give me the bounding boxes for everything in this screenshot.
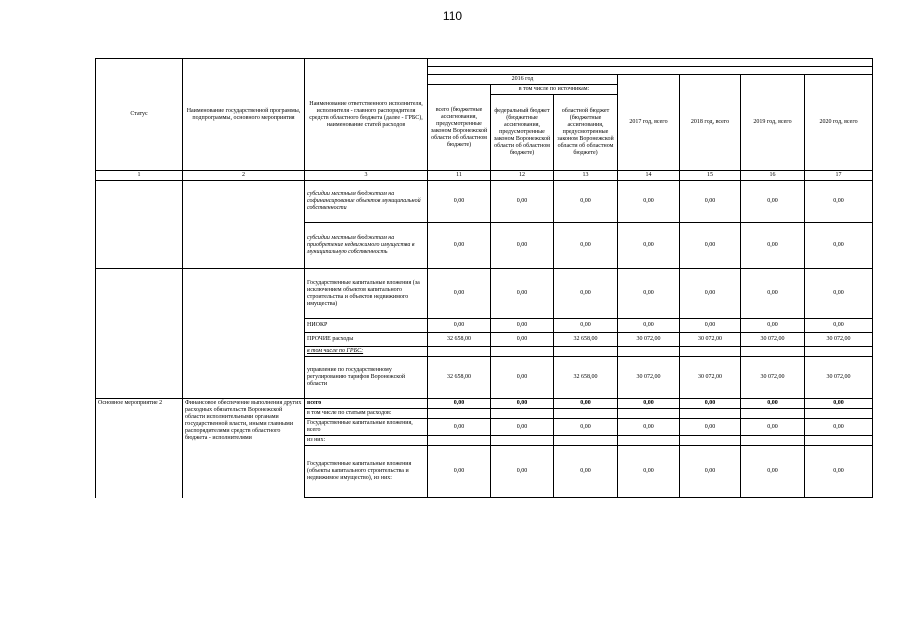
value-cell: 0,00 [491,181,554,223]
row-label: из них: [305,436,428,446]
value-cell: 0,00 [741,319,805,333]
row-label: Государственные капитальные вложения (объекты капитального строительства и недвижимое имущество), из них: [305,446,428,498]
empty-cell [491,347,554,357]
value-cell: 0,00 [805,223,873,269]
value-cell: 30 072,00 [741,333,805,347]
value-cell: 0,00 [491,446,554,498]
column-number: 14 [618,171,680,181]
value-cell: 0,00 [428,399,491,409]
header-executor-name: Наименование ответственного исполнителя, исполнителя - главного распорядителя средств областного бюджета (далее - ГРБС), наименование статей расходов [305,59,428,171]
row-label: ПРОЧИЕ расходы [305,333,428,347]
value-cell: 0,00 [805,446,873,498]
value-cell: 0,00 [680,446,741,498]
value-cell: 32 658,00 [428,357,491,399]
empty-cell [618,409,680,419]
value-cell: 30 072,00 [618,333,680,347]
empty-cell [491,436,554,446]
value-cell: 30 072,00 [805,333,873,347]
value-cell: 0,00 [428,269,491,319]
table-row [96,399,873,409]
value-cell: 0,00 [554,399,618,409]
empty-cell [618,347,680,357]
program-cell [183,269,305,399]
row-label: в том числе по ГРБС: [305,347,428,357]
value-cell: 0,00 [491,399,554,409]
table-row [96,181,873,223]
table-row [96,269,873,319]
value-cell: 0,00 [680,223,741,269]
empty-cell [741,436,805,446]
value-cell: 30 072,00 [618,357,680,399]
value-cell: 0,00 [618,399,680,409]
value-cell: 0,00 [428,319,491,333]
value-cell: 0,00 [741,399,805,409]
value-cell: 0,00 [618,446,680,498]
program-cell [183,181,305,269]
value-cell: 30 072,00 [680,357,741,399]
page-number: 110 [442,9,463,23]
header-top-row [96,59,873,67]
value-cell: 0,00 [680,269,741,319]
header-2020: 2020 год, всего [805,75,873,171]
value-cell: 0,00 [680,399,741,409]
header-blank-strip-2 [428,67,873,75]
empty-cell [805,436,873,446]
value-cell: 0,00 [741,446,805,498]
value-cell: 0,00 [805,269,873,319]
value-cell: 0,00 [805,419,873,436]
value-cell: 30 072,00 [805,357,873,399]
status-cell [96,269,183,399]
row-label: в том числе по статьям расходов: [305,409,428,419]
column-numbers-row [96,171,873,181]
header-2019: 2019 год, всего [741,75,805,171]
value-cell: 0,00 [491,319,554,333]
value-cell: 0,00 [618,269,680,319]
value-cell: 0,00 [618,181,680,223]
empty-cell [680,347,741,357]
value-cell: 0,00 [554,419,618,436]
value-cell: 0,00 [554,446,618,498]
empty-cell [805,409,873,419]
empty-cell [741,409,805,419]
value-cell: 0,00 [428,181,491,223]
value-cell: 32 658,00 [428,333,491,347]
header-sources: в том числе по источникам: [491,85,618,95]
empty-cell [741,347,805,357]
column-number: 2 [183,171,305,181]
header-federal: федеральный бюджет (бюджетные ассигнования, предусмотренные законом Воронежской области об областном бюджете) [491,95,554,171]
header-program-name: Наименование государственной программы, подпрограммы, основного мероприятия [183,59,305,171]
empty-cell [618,436,680,446]
value-cell: 0,00 [741,419,805,436]
empty-cell [428,347,491,357]
value-cell: 0,00 [618,223,680,269]
value-cell: 0,00 [428,223,491,269]
value-cell: 32 658,00 [554,333,618,347]
value-cell: 0,00 [680,181,741,223]
column-number: 17 [805,171,873,181]
value-cell: 0,00 [554,319,618,333]
status-cell: Основное мероприятие 2 [96,399,183,498]
value-cell: 0,00 [805,399,873,409]
row-label: субсидии местным бюджетам на приобретение недвижимого имущества в муниципальную собственность [305,223,428,269]
row-label: НИОКР [305,319,428,333]
header-status: Статус [96,59,183,171]
value-cell: 0,00 [741,223,805,269]
column-number: 15 [680,171,741,181]
value-cell: 0,00 [491,419,554,436]
row-label: всего [305,399,428,409]
column-number: 13 [554,171,618,181]
value-cell: 32 658,00 [554,357,618,399]
value-cell: 0,00 [554,181,618,223]
empty-cell [428,436,491,446]
column-number: 16 [741,171,805,181]
status-cell [96,181,183,269]
value-cell: 0,00 [491,333,554,347]
header-regional: областной бюджет (бюджетные ассигнования, предусмотренные законом Воронежской области об областном бюджете) [554,95,618,171]
header-total-2016: всего (бюджетные ассигнования, предусмотренные законом Воронежской области об областном бюджете) [428,85,491,171]
empty-cell [554,347,618,357]
empty-cell [680,436,741,446]
value-cell: 0,00 [680,319,741,333]
value-cell: 0,00 [618,319,680,333]
value-cell: 0,00 [491,269,554,319]
empty-cell [805,347,873,357]
empty-cell [680,409,741,419]
empty-cell [554,436,618,446]
program-cell: Финансовое обеспечение выполнения других расходных обязательств Воронежской области исполнительными органами государственной власти, иными главными распорядителями средств областного бюджета - исполнителями [183,399,305,498]
budget-table [95,58,873,498]
value-cell: 30 072,00 [741,357,805,399]
header-blank-strip [428,59,873,67]
value-cell: 0,00 [554,269,618,319]
column-number: 1 [96,171,183,181]
value-cell: 30 072,00 [680,333,741,347]
row-label: Государственные капитальные вложения (за исключением объектов капитального строительства и объектов недвижимого имущества) [305,269,428,319]
value-cell: 0,00 [491,223,554,269]
value-cell: 0,00 [428,419,491,436]
column-number: 11 [428,171,491,181]
value-cell: 0,00 [680,419,741,436]
row-label: субсидии местным бюджетам на софинансирование объектов муниципальной собственности [305,181,428,223]
empty-cell [428,409,491,419]
header-2018: 2018 год, всего [680,75,741,171]
value-cell: 0,00 [428,446,491,498]
value-cell: 0,00 [741,181,805,223]
value-cell: 0,00 [491,357,554,399]
header-2017: 2017 год, всего [618,75,680,171]
value-cell: 0,00 [741,269,805,319]
value-cell: 0,00 [618,419,680,436]
row-label: Государственные капитальные вложения, всего [305,419,428,436]
value-cell: 0,00 [805,319,873,333]
column-number: 3 [305,171,428,181]
empty-cell [491,409,554,419]
empty-cell [554,409,618,419]
value-cell: 0,00 [554,223,618,269]
header-year-2016: 2016 год [428,75,618,85]
column-number: 12 [491,171,554,181]
value-cell: 0,00 [805,181,873,223]
row-label: управление по государственному регулированию тарифов Воронежской области [305,357,428,399]
